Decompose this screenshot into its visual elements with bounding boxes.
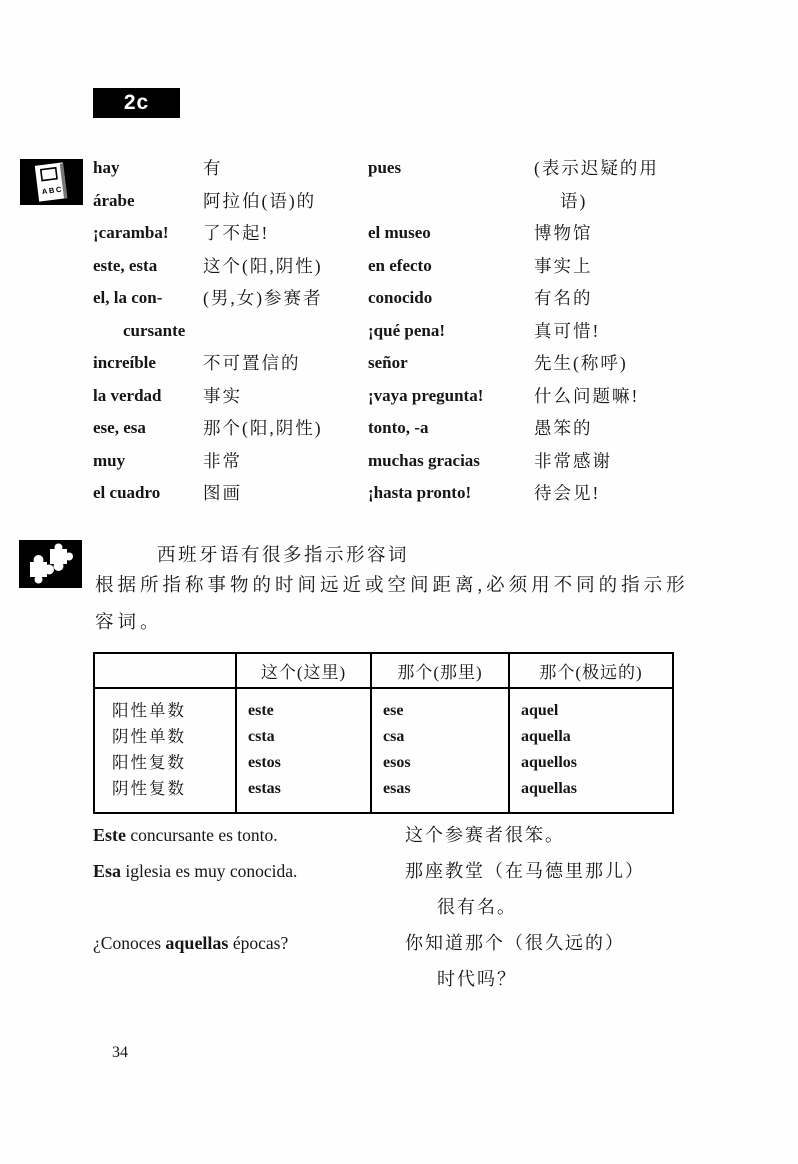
table-row [94,776,673,813]
vocab-row [93,315,365,348]
demonstratives-table [93,652,674,814]
table-cell: estas [236,776,371,813]
example-es-bold: Esa [93,861,122,881]
row-label: 阳性复数 [112,753,186,772]
vocab-es: hay [93,158,120,177]
vocab-es: ese, esa [93,418,146,437]
vocab-row [368,412,713,445]
table-cell: este [236,688,371,724]
vocab-zh: 有 [203,158,223,178]
abc-book-icon [20,159,83,210]
table-cell: esos [371,750,509,776]
vocab-column-left [93,152,365,510]
vocab-row [93,412,365,445]
example-es [93,889,405,925]
vocab-column-right [368,152,713,510]
vocab-zh: 这个(阳,阴性) [203,255,323,276]
row-label: 阳性单数 [112,701,186,720]
example-zh-continuation: 很有名。 [437,897,517,917]
example-es-bold: Este [93,825,126,845]
vocab-row [93,477,365,510]
section-label [93,88,180,118]
vocab-row [93,152,365,185]
example-es-rest: iglesia es muy conocida. [121,861,298,881]
vocab-row [368,185,713,218]
vocab-es: tonto, -a [368,418,429,437]
grammar-body-line1: 根据所指称事物的时间远近或空间距离,必须用不同的指示形 [95,576,689,596]
example-line [93,853,753,889]
grammar-body [95,568,745,642]
example-zh: 这个参赛者很笨。 [405,825,565,845]
example-zh: 那座教堂（在马德里那儿） [405,861,645,881]
example-line [93,961,753,997]
vocab-zh: 愚笨的 [534,418,593,438]
vocab-es: ¡hasta pronto! [368,483,472,502]
example-sentences [93,817,753,997]
example-line [93,889,753,925]
vocab-zh: 阿拉伯(语)的 [203,190,317,211]
table-cell: esas [371,776,509,813]
svg-text:ABC: ABC [41,184,64,197]
table-row [94,724,673,750]
vocab-zh: 了不起! [203,223,270,243]
vocab-row [93,250,365,283]
example-es-bold: aquellas [165,933,229,953]
example-es [93,961,405,997]
table-cell: aquella [509,724,673,750]
table-header-row [94,653,673,688]
vocab-zh: 博物馆 [534,223,593,243]
table-header-ese: 那个(那里) [371,653,509,688]
example-es-pre: ¿Conoces [93,933,166,953]
table-cell: aquellos [509,750,673,776]
vocab-es: pues [368,158,402,177]
vocab-zh: (表示迟疑的用 [534,158,659,178]
table-header-aquel: 那个(极远的) [509,653,673,688]
vocab-row [368,315,713,348]
vocab-es: este, esta [93,255,158,275]
vocab-es: conocido [368,288,433,307]
vocab-es: el cuadro [93,483,161,502]
table-row [94,688,673,724]
vocab-es [368,185,534,218]
vocab-zh: 有名的 [534,288,593,308]
table-cell: ese [371,688,509,724]
vocab-row [368,445,713,478]
vocab-es: en efecto [368,255,432,275]
example-es-rest: épocas? [228,933,289,953]
vocab-row [93,347,365,380]
vocab-row [93,380,365,413]
vocab-row [368,282,713,315]
vocab-row [368,152,713,185]
vocab-es: increíble [93,353,156,372]
vocab-es: muchas gracias [368,450,480,470]
vocab-row [93,445,365,478]
table-cell: estos [236,750,371,776]
grammar-body-line2: 容词。 [95,613,163,633]
vocab-zh: (男,女)参赛者 [203,288,323,308]
table-header-empty [94,653,236,688]
example-line [93,817,753,853]
row-label: 阴性复数 [112,779,186,798]
vocab-row [368,250,713,283]
vocab-zh: 先生(称呼) [534,353,628,373]
vocab-zh: 语) [560,190,588,211]
page-number: 34 [112,1044,128,1061]
vocab-es: señor [368,353,408,372]
vocab-row [368,347,713,380]
vocab-zh: 真可惜! [534,320,601,341]
vocab-zh: 图画 [203,483,242,503]
row-label: 阴性单数 [112,727,186,746]
vocab-es: ¡qué pena! [368,320,445,340]
table-header-este: 这个(这里) [236,653,371,688]
grammar-headline: 西班牙语有很多指示形容词 [157,546,410,566]
vocab-row [368,380,713,413]
example-es-rest: concursante es tonto. [126,825,278,845]
vocab-zh: 非常 [203,450,242,471]
table-cell: csa [371,724,509,750]
vocab-es: ¡caramba! [93,223,169,242]
vocab-zh: 不可置信的 [203,353,301,373]
vocab-row [93,185,365,218]
vocab-row [368,477,713,510]
vocab-zh: 什么问题嘛! [534,385,640,406]
example-es [93,817,405,853]
table-cell: aquel [509,688,673,724]
vocab-row [368,217,713,250]
vocab-zh: 那个(阳,阴性) [203,418,323,438]
example-line [93,925,753,961]
section-label-text: 2c [123,91,150,114]
vocab-es: el, la con- [93,288,163,307]
vocab-es: ¡vaya pregunta! [368,385,484,405]
vocab-zh: 事实上 [534,255,593,276]
example-zh-continuation: 时代吗？ [437,969,517,989]
vocab-zh: 待会见! [534,483,601,503]
table-cell: csta [236,724,371,750]
vocab-es: muy [93,450,126,470]
puzzle-icon [19,540,82,593]
vocab-es: cursante [123,320,186,340]
table-cell: aquellas [509,776,673,813]
example-es [93,925,405,961]
vocab-row [93,282,365,315]
example-zh: 你知道那个（很久远的） [405,933,625,953]
example-es [93,853,405,889]
vocab-es: la verdad [93,385,162,405]
vocab-es: árabe [93,190,135,210]
vocab-es: el museo [368,223,431,242]
vocab-zh: 非常感谢 [534,450,612,471]
vocab-row [93,217,365,250]
vocab-zh: 事实 [203,385,242,406]
table-row [94,750,673,776]
